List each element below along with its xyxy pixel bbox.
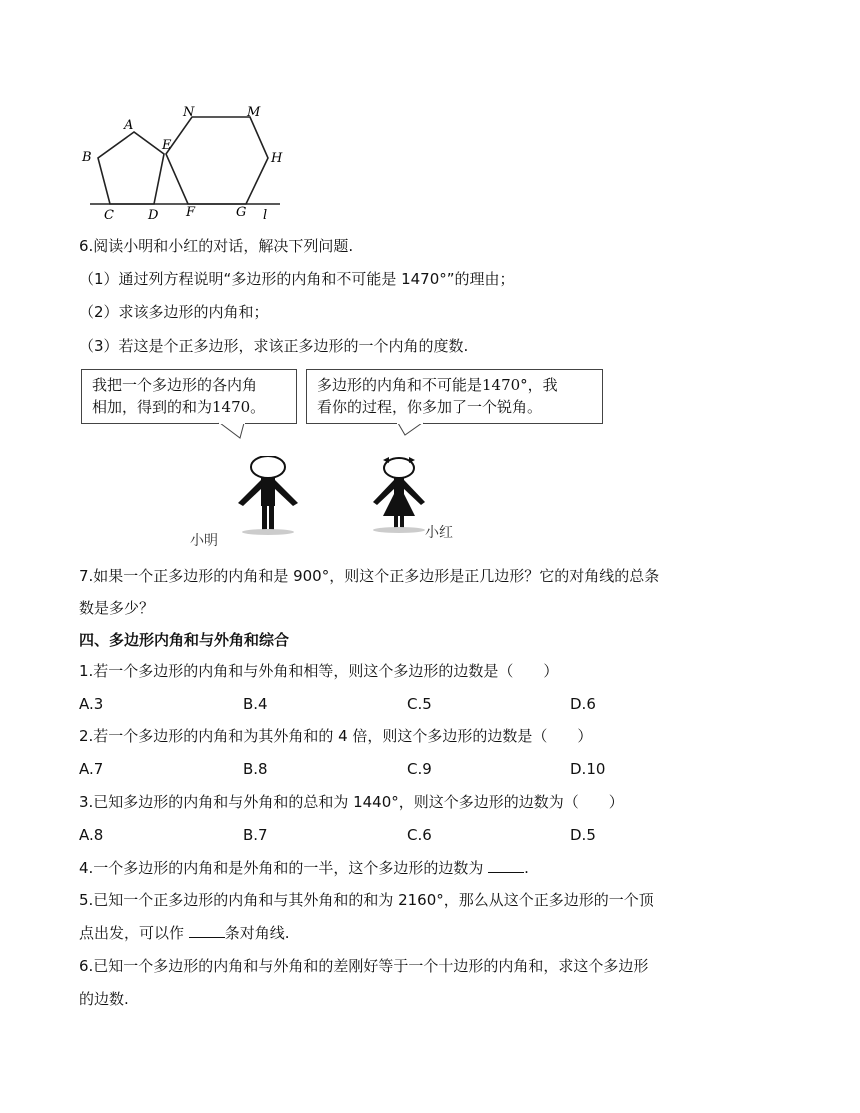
label-A: A: [124, 118, 134, 133]
label-M: M: [247, 105, 261, 120]
q6-title: 6.阅读小明和小红的对话，解决下列问题.: [79, 237, 354, 255]
bubble-right-line2: 看你的过程，你多加了一个锐角。: [317, 398, 543, 416]
s4-q4-text: 4.一个多边形的内角和是外角和的一半，这个多边形的边数为: [79, 859, 484, 877]
label-C: C: [104, 208, 114, 223]
s4-q1-option-a: A.3: [79, 695, 104, 713]
q7-line1: 7.如果一个正多边形的内角和是 900°，则这个正多边形是正几边形？它的对角线的总条: [79, 567, 660, 585]
s4-q2-option-d: D.10: [570, 760, 606, 778]
s4-q2-stem: 2.若一个多边形的内角和为其外角和的 4 倍，则这个多边形的边数是（ ）: [79, 727, 593, 745]
s4-q1-option-d: D.6: [570, 695, 596, 713]
label-F: F: [186, 205, 196, 220]
q6-part1: （1）通过列方程说明“多边形的内角和不可能是 1470°”的理由；: [79, 270, 515, 288]
q6-part3: （3）若这是个正多边形，求该正多边形的一个内角的度数.: [79, 337, 469, 355]
pentagon-ABCDE: [98, 132, 164, 204]
s4-q4-answer-blank[interactable]: [488, 858, 524, 873]
q6-part2: （2）求该多边形的内角和；: [79, 303, 269, 321]
s4-q1-option-c: C.5: [407, 695, 432, 713]
girl-name: 小红: [425, 525, 453, 541]
boy-name: 小明: [190, 533, 218, 549]
s4-q5-line2: [79, 923, 290, 943]
s4-q6-line1: 6.已知一个多边形的内角和与外角和的差刚好等于一个十边形的内角和，求这个多边形: [79, 957, 649, 975]
bubble-tails: [200, 422, 440, 442]
s4-q4-period: .: [524, 859, 529, 877]
s4-q1-stem: 1.若一个多边形的内角和与外角和相等，则这个多边形的边数是（ ）: [79, 662, 559, 680]
s4-q3-stem: 3.已知多边形的内角和与外角和的总和为 1440°，则这个多边形的边数为（ ）: [79, 793, 624, 811]
label-E: E: [162, 138, 172, 153]
s4-q2-option-b: B.8: [243, 760, 268, 778]
label-N: N: [183, 105, 195, 120]
bubble-left-line2: 相加，得到的和为1470。: [92, 398, 266, 416]
q7-line2: 数是多少？: [79, 599, 155, 617]
s4-q5-text: 点出发，可以作: [79, 924, 185, 942]
s4-q2-option-a: A.7: [79, 760, 104, 778]
s4-q5-answer-blank[interactable]: [189, 923, 225, 938]
speech-bubble-left: [81, 369, 297, 424]
s4-q3-option-d: D.5: [570, 826, 596, 844]
s4-q1-option-b: B.4: [243, 695, 268, 713]
s4-q3-option-a: A.8: [79, 826, 104, 844]
section-4-title: 四、多边形内角和与外角和综合: [79, 631, 290, 649]
s4-q5-text-end: 条对角线.: [224, 924, 290, 942]
boy-figure-icon: [218, 456, 318, 536]
s4-q4: [79, 858, 529, 878]
label-G: G: [236, 205, 247, 220]
s4-q6-line2: 的边数.: [79, 990, 129, 1008]
s4-q3-option-b: B.7: [243, 826, 268, 844]
bubble-left-line1: 我把一个多边形的各内角: [92, 376, 258, 394]
label-B: B: [82, 150, 92, 165]
geometry-figure: [76, 100, 296, 225]
label-D: D: [148, 208, 159, 223]
label-l: l: [263, 208, 268, 223]
speech-bubble-right: [306, 369, 603, 424]
s4-q3-option-c: C.6: [407, 826, 432, 844]
s4-q5-line1: 5.已知一个正多边形的内角和与其外角和的和为 2160°，那么从这个正多边形的一个顶: [79, 891, 654, 909]
hexagon-EFGHMN: [166, 117, 268, 204]
s4-q2-option-c: C.9: [407, 760, 432, 778]
bubble-right-line1: 多边形的内角和不可能是1470°，我: [317, 376, 558, 394]
label-H: H: [271, 151, 283, 166]
